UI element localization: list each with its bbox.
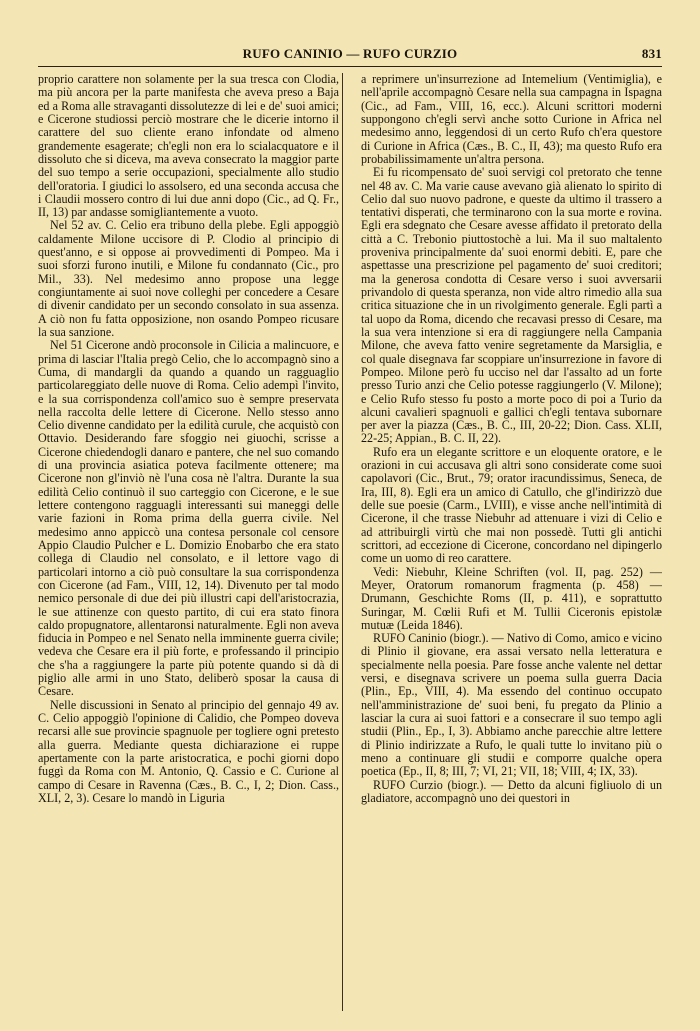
running-title: RUFO CANINIO — RUFO CURZIO — [242, 46, 458, 61]
paragraph: Nel 51 Cicerone andò proconsole in Cilicia a malincuore, e prima di lasciar l'Italia pregò Celio, che lo accompagnò sino a Cuma, di mandargli da quando a quando un ragguaglio particolareggiato delle nuove di Roma. Celio adempì l'invito, e la sua corrispondenza coll'amico suo è sempre preservata nella raccolta delle lettere di Cicerone. Nello stesso anno Celio divenne candidato per la edilità curule, che acquistò con Ottavio. Desiderando fare sfoggio nei giuochi, scrisse a Cicerone chiedendogli danaro e pantere, che nel suo comando di una provincia asiatica poteva facilmente ottenere; ma Cicerone non gl'inviò nè l'una cosa nè l'altra. Durante la sua edilità Celio continuò il suo carteggio con Cicerone, e le sue lettere contengono ragguagli interessanti sui maneggi delle varie fazioni in Roma prima della guerra civile. Nel medesimo anno appiccò una contesa personale col censore Appio Claudio Pulcher e L. Domizio Enobarbo che era stato collega di Claudio nel consolato, e il lettore vago di particolari intorno a ciò può consultare la sua corrispondenza con Cicerone (ad Fam., VIII, 12, 14). Divenuto per tal modo nemico personale di due dei più illustri capi dell'aristocrazia, le sue attinenze con questo partito, di cui era stato finora caldo propugnatore, allentaronsi naturalmente. Egli non aveva fiducia in Pompeo e nel Senato nella imminente guerra civile; vedeva che Cesare era il più forte, e professando il principio che s'ha a raggiungere la parte più potente quando si dà di piglio alle armi in uno Stato, deliberò sposar la causa di Cesare. — [38, 338, 339, 699]
right-column — [361, 73, 662, 1013]
paragraph: Vedi: Niebuhr, Kleine Schriften (vol. II, pag. 252) — Meyer, Oratorum romanorum fragmenta (p. 458) — Drumann, Geschichte Roms (II, p. 411), e soprattutto Suringar, M. Cœlii Rufi et M. Tullii Ciceronis epistolæ mutuæ (Leida 1846). — [361, 564, 662, 632]
page-number: 831 — [641, 46, 662, 61]
paragraph: Nelle discussioni in Senato al principio del gennajo 49 av. C. Celio appoggiò l'opinione di Calidio, che Pompeo doveva recarsi alle sue provincie spagnuole per togliere ogni pretesto alla guerra. Mediante questa dichiarazione ei ruppe apertamente con la parte aristocratica, e pochi giorni dopo fuggì da Roma con M. Antonio, Q. Cassio e C. Curione al campo di Cesare in Ravenna (Cæs., B. C., I, 2; Dion. Cass., XLI, 2, 3). Cesare lo mandò in Liguria — [38, 697, 339, 805]
paragraph: proprio carattere non solamente per la sua tresca con Clodia, ma più ancora per la parte manifesta che aveva preso a Baja ed a Roma alle stravaganti dissolutezze di lei e de' suoi amici; e Cicerone studiossi perciò mostrare che le dicerie intorno il carattere del suo cliente erano infondate od almeno grandemente esagerate; ch'egli non era lo scialacquatore e il dissoluto che si diceva, ma aveva consecrato la maggior parte del suo tempo a serie occupazioni, specialmente allo studio dell'oratoria. I giudici lo assolsero, ed una seconda accusa che i Claudii mossero contro di lui due anni dopo (Cic., ad Q. Fr., II, 13) par andasse somigliantemente a vuoto. — [38, 73, 339, 220]
paragraph: Ei fu ricompensato de' suoi servigi col pretorato che tenne nel 48 av. C. Ma varie cause avevano già alienato lo spirito di Celio dal suo nuovo padrone, e queste da ultimo il trassero a tentativi disperati, che terminarono con la sua morte e rovina. Egli era sdegnato che Cesare avesse affidato il pretorato della città a C. Trebonio piuttostochè a lui. Ma il suo maltalento proveniva principalmente da' suoi enormi debiti. E, pare che aspettasse una prescrizione pel pagamento de' suoi creditori; ma la generosa condotta di Cesare verso i suoi avversarii privandolo di questa speranza, non vide altro rimedio alla sua critica situazione che in un rivolgimento generale. Egli partì a tal uopo da Roma, dicendo che recavasi presso di Cesare, ma la sua vera intenzione si era di raggiungere nella Campania Milone, che aveva fatto venire segretamente da Marsiglia, e col quale disegnava far scoppiare un'insurrezione in favore di Pompeo. Milone però fu ucciso nel dar l'assalto ad un forte presso Turio anzi che Celio potesse raggiungerlo (V. Milone); e Celio Rufo stesso fu posto a morte poco di poi a Turio da alcuni cavalieri spagnuoli e gallici ch'egli tentava subornare per aver la piazza (Cæs., B. C., III, 20-22; Dion. Cass. XLII, 22-25; Appian., B. C. II, 22). — [361, 165, 662, 446]
paragraph: a reprimere un'insurrezione ad Intemelium (Ventimiglia), e nell'aprile accompagnò Cesare nella sua campagna in Ispagna (Cic., ad Fam., VIII, 16, ecc.). Alcuni scrittori moderni suppongono ch'egli servì anche sotto Curione in Africa nel medesimo anno, leggendosi di un certo Rufo ch'era questore di Curione in Africa (Cæs., B. C., II, 43); ma questo Rufo era probabilissimamente un'altra persona. — [361, 73, 662, 166]
left-column — [38, 73, 339, 1013]
paragraph: RUFO Curzio (biogr.). — Detto da alcuni figliuolo di un gladiatore, accompagnò uno dei questori in — [361, 777, 662, 805]
paragraph: RUFO Caninio (biogr.). — Nativo di Como, amico e vicino di Plinio il giovane, era assai versato nella letteratura e specialmente nella poesia. Pare fosse anche valente nel dettar versi, e disegnava scrivere un poema sulla guerra Dacia (Plin., Ep., VIII, 4). Ma essendo del continuo occupato nell'amministrazione de' suoi beni, fu pregato da Plinio a lasciar la cura ai suoi fattori e a consecrare il suo tempo agli studii (Plin., Ep., I, 3). Abbiamo anche parecchie altre lettere di Plinio indirizzate a Rufo, le quali tutte lo invitano più o meno a continuare gli studii e comporre qualche opera poetica (Ep., II, 8; III, 7; VI, 21; VII, 18; VIII, 4; IX, 33). — [361, 631, 662, 779]
running-header — [38, 44, 662, 64]
paragraph: Nel 52 av. C. Celio era tribuno della plebe. Egli appoggiò caldamente Milone uccisore di P. Clodio al principio di quest'anno, e si oppose ai provvedimenti di Pompeo. Ma i suoi sforzi furono inutili, e Milone fu condannato (Cic., pro Mil., 33). Nel medesimo anno propose una legge congiuntamente ai suoi nove colleghi per concedere a Cesare di divenir candidato per un secondo consolato in sua assenza. A ciò non fu fatta opposizione, non osando Pompeo ricusare la sua sanzione. — [38, 218, 339, 339]
paragraph: Rufo era un elegante scrittore e un eloquente oratore, e le orazioni in cui accusava gli altri sono considerate come suoi capolavori (Cic., Brut., 79; orator iracundissimus, Seneca, de Ira, III, 8). Egli era un amico di Catullo, che gl'indirizzò due delle sue poesie (Carm., LVIII), e visse anche nell'intimità di Cicerone, il che trasse Niebuhr ad attenuare i vizi di Celio e ad attribuirgli virtù che mai non possedè. Tutti gli antichi scrittori, ad eccezione di Cicerone, concordano nel dipingerlo come un uomo di reo carattere. — [361, 444, 662, 566]
text-columns — [38, 73, 662, 1013]
header-rule — [38, 66, 662, 67]
